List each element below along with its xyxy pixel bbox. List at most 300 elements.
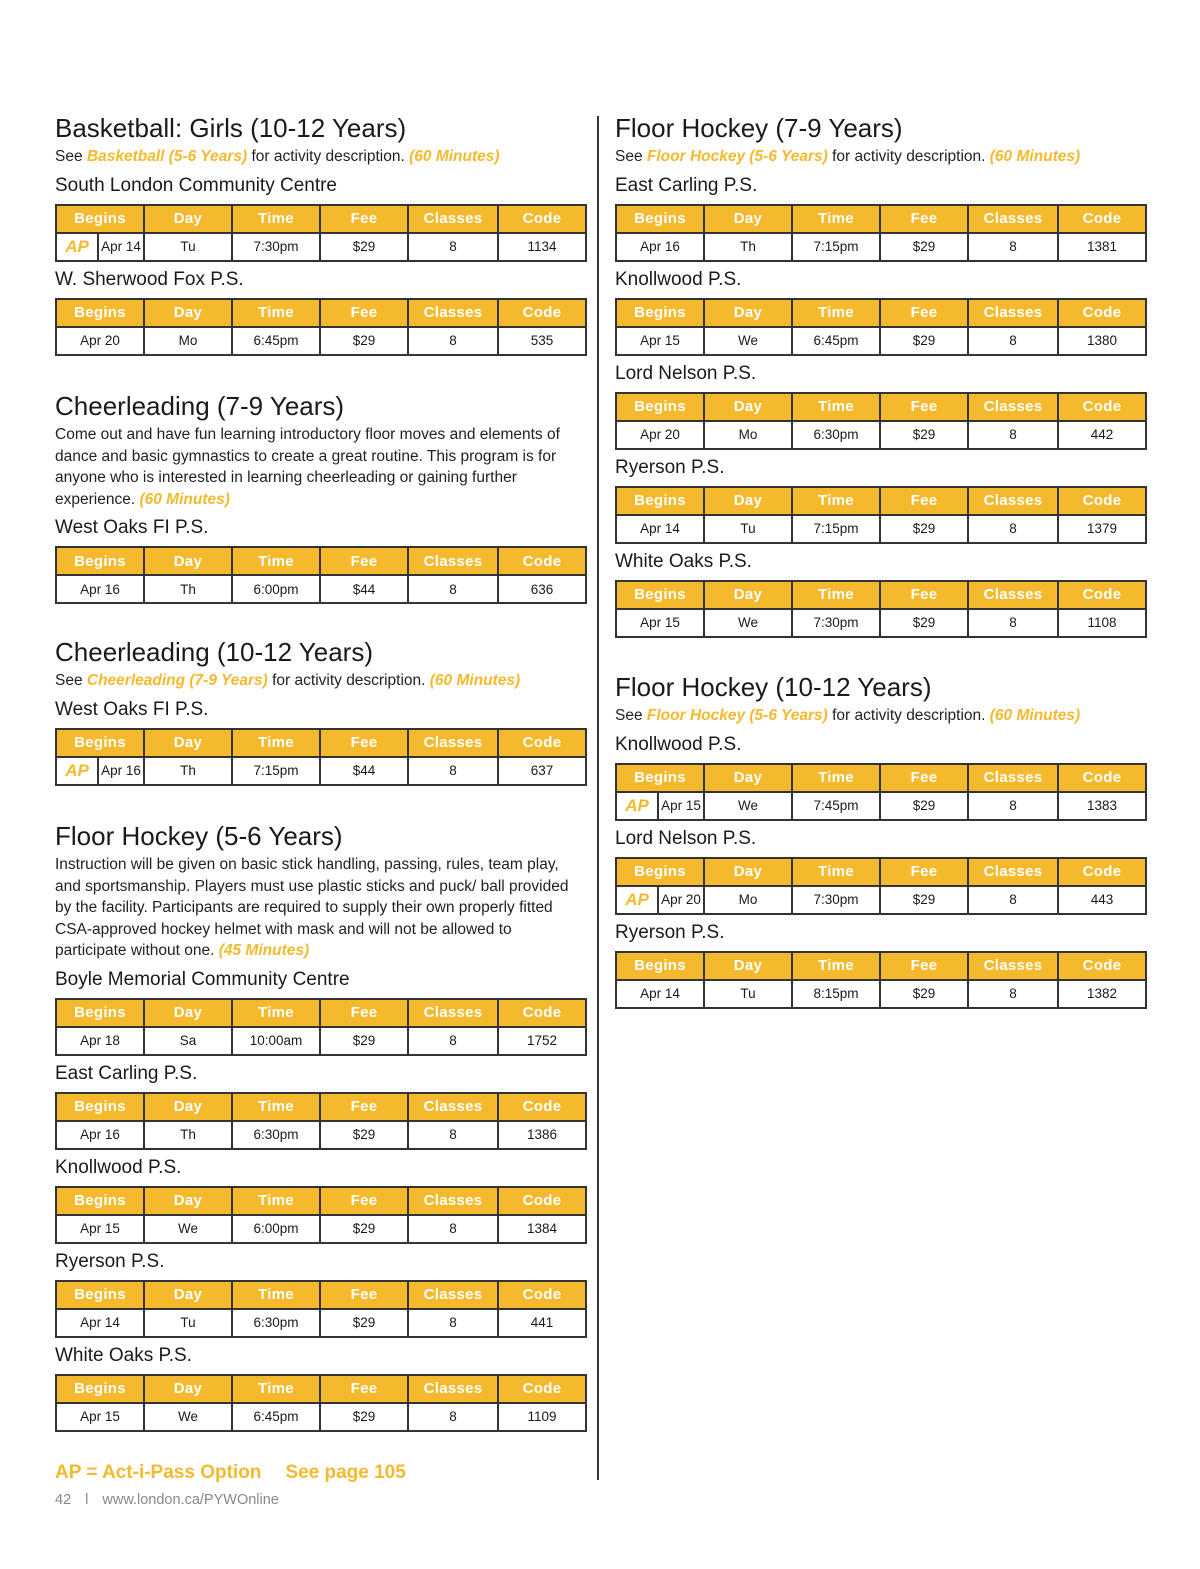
duration-label: (60 Minutes): [409, 148, 500, 165]
table-row: [56, 1027, 586, 1055]
column-header-code: Code: [498, 999, 586, 1027]
column-header-classes: Classes: [968, 205, 1058, 233]
column-header-day: Day: [144, 547, 232, 575]
column-header-time: Time: [792, 858, 880, 886]
cell-classes: 8: [968, 886, 1058, 914]
duration-label: (60 Minutes): [139, 490, 230, 508]
column-header-code: Code: [1058, 487, 1146, 515]
cell-time: 7:30pm: [792, 886, 880, 914]
cell-time: 6:30pm: [792, 421, 880, 449]
cell-fee: $29: [320, 1027, 408, 1055]
column-header-day: Day: [704, 858, 792, 886]
column-header-begins: Begins: [56, 1281, 144, 1309]
location-name: West Oaks FI P.S.: [55, 698, 209, 720]
cell-code: 1384: [498, 1215, 586, 1243]
column-header-fee: Fee: [320, 1187, 408, 1215]
column-header-fee: Fee: [880, 487, 968, 515]
table-row: [616, 421, 1146, 449]
cell-classes: 8: [408, 757, 498, 785]
cell-fee: $29: [880, 421, 968, 449]
cell-day: We: [144, 1215, 232, 1243]
column-header-classes: Classes: [408, 999, 498, 1027]
location-name: West Oaks FI P.S.: [55, 517, 209, 538]
cell-code: 1752: [498, 1027, 586, 1055]
table-row: [616, 980, 1146, 1008]
cell-begins: Apr 20: [56, 327, 144, 355]
table-header-row: [56, 205, 586, 233]
column-header-classes: Classes: [408, 1281, 498, 1309]
column-header-time: Time: [792, 764, 880, 792]
cell-begins: Apr 15: [616, 327, 704, 355]
column-header-classes: Classes: [408, 547, 498, 575]
begins-date: Apr 16: [101, 763, 141, 778]
cell-code: 637: [498, 757, 586, 785]
section-basketball-girls: [55, 112, 585, 356]
section-title: Cheerleading (7-9 Years): [55, 391, 345, 421]
location-name: East Carling P.S.: [615, 174, 758, 196]
cell-classes: 8: [408, 1309, 498, 1337]
location-name: Knollwood P.S.: [55, 1156, 182, 1178]
column-header-fee: Fee: [320, 299, 408, 327]
table-header-row: [56, 729, 586, 757]
cell-begins: Apr 15: [616, 609, 704, 637]
section-title: Floor Hockey (5-6 Years): [55, 821, 343, 851]
column-header-day: Day: [144, 1187, 232, 1215]
table-header-row: [56, 1281, 586, 1309]
cell-code: 1380: [1058, 327, 1146, 355]
see-page-link[interactable]: See page 105: [285, 1462, 406, 1483]
cell-fee: $29: [880, 233, 968, 261]
cell-begins: Apr 14: [56, 1309, 144, 1337]
ap-legend: [55, 1462, 406, 1484]
cell-begins: [56, 757, 144, 785]
column-header-time: Time: [232, 299, 320, 327]
cell-code: 1381: [1058, 233, 1146, 261]
cell-day: We: [704, 327, 792, 355]
column-header-fee: Fee: [880, 858, 968, 886]
cell-day: Mo: [144, 327, 232, 355]
schedule-table: [55, 1092, 587, 1150]
column-header-code: Code: [498, 1375, 586, 1403]
cell-fee: $44: [320, 575, 408, 603]
location-name: South London Community Centre: [55, 174, 337, 196]
schedule-table: [615, 763, 1147, 821]
cell-day: Sa: [144, 1027, 232, 1055]
column-header-time: Time: [232, 1187, 320, 1215]
duration-label: (60 Minutes): [989, 148, 1081, 165]
table-header-row: [616, 299, 1146, 327]
footer-separator: l: [85, 1492, 89, 1508]
table-header-row: [616, 764, 1146, 792]
column-header-fee: Fee: [320, 729, 408, 757]
column-header-code: Code: [498, 299, 586, 327]
schedule-table: [615, 580, 1147, 638]
column-header-time: Time: [792, 205, 880, 233]
cell-day: Tu: [704, 980, 792, 1008]
duration-label: (60 Minutes): [429, 672, 521, 689]
column-header-day: Day: [704, 393, 792, 421]
cell-time: 10:00am: [232, 1027, 320, 1055]
column-header-time: Time: [232, 1375, 320, 1403]
column-header-code: Code: [498, 547, 586, 575]
location-name: East Carling P.S.: [55, 1062, 198, 1084]
cell-day: Th: [144, 1121, 232, 1149]
table-header-row: [56, 1093, 586, 1121]
table-header-row: [616, 205, 1146, 233]
cell-fee: $29: [880, 515, 968, 543]
column-header-fee: Fee: [320, 1281, 408, 1309]
duration-label: (45 Minutes): [218, 942, 310, 959]
cell-fee: $29: [320, 1215, 408, 1243]
column-header-classes: Classes: [968, 858, 1058, 886]
column-header-classes: Classes: [408, 1375, 498, 1403]
act-i-pass-badge: AP: [57, 234, 99, 260]
column-header-begins: Begins: [616, 764, 704, 792]
column-header-time: Time: [232, 1281, 320, 1309]
description-reference-link[interactable]: Floor Hockey (5-6 Years): [646, 148, 828, 165]
description-reference-link[interactable]: Cheerleading (7-9 Years): [86, 672, 268, 689]
table-row: [616, 792, 1146, 820]
cell-time: 8:15pm: [792, 980, 880, 1008]
section-description: See Cheerleading (7-9 Years) for activity description. (60 Minutes): [55, 672, 521, 689]
cell-time: 6:45pm: [792, 327, 880, 355]
section-title: Floor Hockey (7-9 Years): [615, 113, 903, 143]
cell-fee: $29: [880, 886, 968, 914]
cell-day: Tu: [704, 515, 792, 543]
cell-begins: [616, 792, 704, 820]
table-row: [616, 327, 1146, 355]
table-header-row: [56, 1187, 586, 1215]
cell-day: We: [704, 792, 792, 820]
cell-fee: $29: [320, 1309, 408, 1337]
column-header-code: Code: [1058, 952, 1146, 980]
schedule-table: [615, 951, 1147, 1009]
column-header-begins: Begins: [56, 205, 144, 233]
table-header-row: [616, 487, 1146, 515]
section-description: Instruction will be given on basic stick handling, passing, rules, team play, and sportsmanship. Players must use plastic sticks and puck/ ball provided by the facility. Participants are required to supply their own properly fitted CSA-approved hockey helmet with mask and will not be allowed to participate without one. (45 Minutes): [55, 856, 569, 959]
column-header-begins: Begins: [56, 1093, 144, 1121]
cell-classes: 8: [408, 1027, 498, 1055]
column-header-fee: Fee: [320, 205, 408, 233]
table-row: [56, 233, 586, 261]
location-name: Lord Nelson P.S.: [615, 827, 757, 849]
column-header-begins: Begins: [56, 547, 144, 575]
column-header-begins: Begins: [616, 952, 704, 980]
schedule-table: [55, 1280, 587, 1338]
column-header-classes: Classes: [408, 299, 498, 327]
section-floor-hockey-7-9: [615, 112, 1145, 638]
table-row: [56, 1403, 586, 1431]
cell-classes: 8: [408, 1215, 498, 1243]
column-header-begins: Begins: [56, 299, 144, 327]
section-floor-hockey-5-6: [55, 820, 585, 1432]
cell-time: 7:30pm: [232, 233, 320, 261]
cell-begins: Apr 18: [56, 1027, 144, 1055]
column-header-time: Time: [232, 205, 320, 233]
cell-fee: $29: [320, 1403, 408, 1431]
column-header-time: Time: [232, 999, 320, 1027]
cell-day: Mo: [704, 886, 792, 914]
cell-time: 6:00pm: [232, 575, 320, 603]
column-header-day: Day: [704, 581, 792, 609]
cell-code: 1379: [1058, 515, 1146, 543]
column-header-time: Time: [792, 487, 880, 515]
column-header-begins: Begins: [56, 999, 144, 1027]
column-header-time: Time: [792, 299, 880, 327]
table-header-row: [616, 858, 1146, 886]
column-header-code: Code: [1058, 299, 1146, 327]
column-header-begins: Begins: [56, 1375, 144, 1403]
column-header-classes: Classes: [408, 205, 498, 233]
column-header-begins: Begins: [616, 487, 704, 515]
column-header-classes: Classes: [968, 581, 1058, 609]
column-header-time: Time: [792, 393, 880, 421]
cell-fee: $29: [880, 609, 968, 637]
schedule-table: [615, 392, 1147, 450]
cell-time: 6:00pm: [232, 1215, 320, 1243]
cell-classes: 8: [968, 980, 1058, 1008]
section-floor-hockey-10-12: [615, 671, 1145, 1009]
cell-day: Tu: [144, 1309, 232, 1337]
column-header-day: Day: [704, 764, 792, 792]
table-header-row: [56, 547, 586, 575]
column-header-code: Code: [1058, 205, 1146, 233]
schedule-table: [615, 298, 1147, 356]
cell-begins: Apr 15: [56, 1215, 144, 1243]
column-header-begins: Begins: [56, 729, 144, 757]
cell-code: 1108: [1058, 609, 1146, 637]
act-i-pass-badge: AP: [57, 758, 99, 784]
schedule-table: [55, 298, 587, 356]
column-header-fee: Fee: [320, 1093, 408, 1121]
table-row: [56, 575, 586, 603]
table-header-row: [616, 581, 1146, 609]
cell-begins: Apr 14: [616, 515, 704, 543]
page-footer: [55, 1492, 279, 1508]
cell-code: 441: [498, 1309, 586, 1337]
column-header-classes: Classes: [968, 393, 1058, 421]
section-description: Come out and have fun learning introductory floor moves and elements of dance and basic gymnastics to create a great routine. This program is for anyone who is interested in learning cheerleading or gaining further experience. (60 Minutes): [55, 426, 560, 508]
cell-code: 1382: [1058, 980, 1146, 1008]
cell-classes: 8: [968, 515, 1058, 543]
cell-day: We: [704, 609, 792, 637]
ap-note: AP = Act-i-Pass Option: [55, 1462, 262, 1483]
cell-day: Tu: [144, 233, 232, 261]
cell-day: We: [144, 1403, 232, 1431]
cell-classes: 8: [408, 575, 498, 603]
location-name: Lord Nelson P.S.: [615, 362, 757, 384]
section-title: Cheerleading (10-12 Years): [55, 637, 373, 667]
schedule-table: [615, 857, 1147, 915]
column-header-fee: Fee: [880, 299, 968, 327]
section-description: See Floor Hockey (5-6 Years) for activity description. (60 Minutes): [615, 148, 1081, 165]
column-header-day: Day: [144, 1281, 232, 1309]
cell-code: 636: [498, 575, 586, 603]
column-header-code: Code: [498, 729, 586, 757]
cell-time: 7:45pm: [792, 792, 880, 820]
cell-code: 443: [1058, 886, 1146, 914]
section-title: Floor Hockey (10-12 Years): [615, 672, 932, 702]
cell-begins: Apr 16: [56, 575, 144, 603]
column-header-fee: Fee: [320, 999, 408, 1027]
cell-code: 442: [1058, 421, 1146, 449]
cell-classes: 8: [408, 1403, 498, 1431]
cell-begins: Apr 15: [56, 1403, 144, 1431]
column-header-day: Day: [704, 299, 792, 327]
cell-time: 7:30pm: [792, 609, 880, 637]
column-header-begins: Begins: [616, 299, 704, 327]
cell-code: 1383: [1058, 792, 1146, 820]
column-header-code: Code: [498, 205, 586, 233]
table-header-row: [56, 299, 586, 327]
location-name: Knollwood P.S.: [615, 268, 742, 290]
table-row: [56, 1309, 586, 1337]
cell-begins: Apr 14: [616, 980, 704, 1008]
column-header-code: Code: [1058, 581, 1146, 609]
column-header-fee: Fee: [880, 393, 968, 421]
column-header-code: Code: [1058, 393, 1146, 421]
section-description: See Basketball (5-6 Years) for activity description. (60 Minutes): [55, 148, 500, 165]
column-header-day: Day: [704, 205, 792, 233]
column-header-code: Code: [1058, 858, 1146, 886]
column-header-day: Day: [144, 729, 232, 757]
cell-code: 1109: [498, 1403, 586, 1431]
schedule-table: [55, 728, 587, 786]
schedule-table: [615, 486, 1147, 544]
column-header-code: Code: [498, 1093, 586, 1121]
column-header-time: Time: [792, 581, 880, 609]
table-row: [616, 515, 1146, 543]
location-name: W. Sherwood Fox P.S.: [55, 268, 244, 290]
cell-fee: $29: [320, 233, 408, 261]
section-title: Basketball: Girls (10-12 Years): [55, 113, 407, 143]
cell-begins: Apr 16: [616, 233, 704, 261]
column-header-code: Code: [498, 1281, 586, 1309]
cell-time: 7:15pm: [232, 757, 320, 785]
act-i-pass-badge: AP: [617, 793, 659, 819]
begins-date: Apr 20: [661, 892, 701, 907]
column-header-time: Time: [792, 952, 880, 980]
cell-time: 6:45pm: [232, 327, 320, 355]
column-header-fee: Fee: [880, 581, 968, 609]
schedule-table: [55, 1374, 587, 1432]
cell-classes: 8: [408, 327, 498, 355]
column-header-fee: Fee: [880, 205, 968, 233]
section-description: See Floor Hockey (5-6 Years) for activity description. (60 Minutes): [615, 707, 1081, 724]
cell-time: 6:30pm: [232, 1309, 320, 1337]
column-header-begins: Begins: [616, 581, 704, 609]
cell-day: Th: [144, 575, 232, 603]
table-row: [616, 233, 1146, 261]
column-header-day: Day: [144, 999, 232, 1027]
column-header-time: Time: [232, 547, 320, 575]
cell-time: 6:30pm: [232, 1121, 320, 1149]
column-header-time: Time: [232, 729, 320, 757]
cell-fee: $29: [880, 327, 968, 355]
cell-day: Th: [144, 757, 232, 785]
schedule-table: [55, 1186, 587, 1244]
section-cheerleading-7-9: [55, 390, 585, 604]
description-reference-link[interactable]: Basketball (5-6 Years): [86, 148, 248, 165]
table-header-row: [616, 952, 1146, 980]
table-header-row: [56, 999, 586, 1027]
table-row: [56, 1215, 586, 1243]
description-reference-link[interactable]: Floor Hockey (5-6 Years): [646, 707, 828, 724]
column-header-day: Day: [704, 487, 792, 515]
column-header-begins: Begins: [616, 858, 704, 886]
column-header-day: Day: [144, 1093, 232, 1121]
page-number: 42: [55, 1492, 72, 1508]
footer-url-link[interactable]: www.london.ca/PYWOnline: [102, 1492, 279, 1508]
location-name: Ryerson P.S.: [615, 921, 725, 943]
cell-fee: $29: [320, 327, 408, 355]
cell-classes: 8: [968, 327, 1058, 355]
column-header-classes: Classes: [408, 1187, 498, 1215]
schedule-table: [55, 546, 587, 604]
cell-code: 1134: [498, 233, 586, 261]
location-name: Ryerson P.S.: [55, 1250, 165, 1272]
column-header-day: Day: [704, 952, 792, 980]
cell-time: 6:45pm: [232, 1403, 320, 1431]
column-header-classes: Classes: [968, 952, 1058, 980]
cell-time: 7:15pm: [792, 515, 880, 543]
column-header-fee: Fee: [320, 1375, 408, 1403]
column-header-classes: Classes: [408, 1093, 498, 1121]
cell-code: 1386: [498, 1121, 586, 1149]
cell-classes: 8: [408, 1121, 498, 1149]
column-header-fee: Fee: [880, 952, 968, 980]
column-header-classes: Classes: [968, 764, 1058, 792]
begins-date: Apr 15: [661, 798, 701, 813]
table-row: [56, 327, 586, 355]
column-header-day: Day: [144, 299, 232, 327]
cell-day: Th: [704, 233, 792, 261]
act-i-pass-badge: AP: [617, 887, 659, 913]
location-name: Knollwood P.S.: [615, 733, 742, 755]
schedule-table: [615, 204, 1147, 262]
cell-classes: 8: [968, 609, 1058, 637]
cell-fee: $29: [320, 1121, 408, 1149]
column-header-classes: Classes: [968, 299, 1058, 327]
cell-fee: $29: [880, 792, 968, 820]
column-header-day: Day: [144, 205, 232, 233]
column-header-fee: Fee: [320, 547, 408, 575]
duration-label: (60 Minutes): [989, 707, 1081, 724]
column-header-begins: Begins: [616, 205, 704, 233]
cell-fee: $29: [880, 980, 968, 1008]
location-name: White Oaks P.S.: [55, 1344, 192, 1366]
cell-begins: Apr 20: [616, 421, 704, 449]
cell-time: 7:15pm: [792, 233, 880, 261]
location-name: Boyle Memorial Community Centre: [55, 968, 350, 990]
cell-classes: 8: [968, 792, 1058, 820]
column-header-classes: Classes: [968, 487, 1058, 515]
location-name: White Oaks P.S.: [615, 550, 752, 572]
location-name: Ryerson P.S.: [615, 456, 725, 478]
table-row: [56, 757, 586, 785]
column-header-time: Time: [232, 1093, 320, 1121]
cell-code: 535: [498, 327, 586, 355]
column-header-code: Code: [498, 1187, 586, 1215]
cell-begins: [616, 886, 704, 914]
table-row: [616, 886, 1146, 914]
table-header-row: [56, 1375, 586, 1403]
cell-begins: Apr 16: [56, 1121, 144, 1149]
begins-date: Apr 14: [101, 239, 141, 254]
schedule-table: [55, 998, 587, 1056]
cell-fee: $44: [320, 757, 408, 785]
cell-day: Mo: [704, 421, 792, 449]
